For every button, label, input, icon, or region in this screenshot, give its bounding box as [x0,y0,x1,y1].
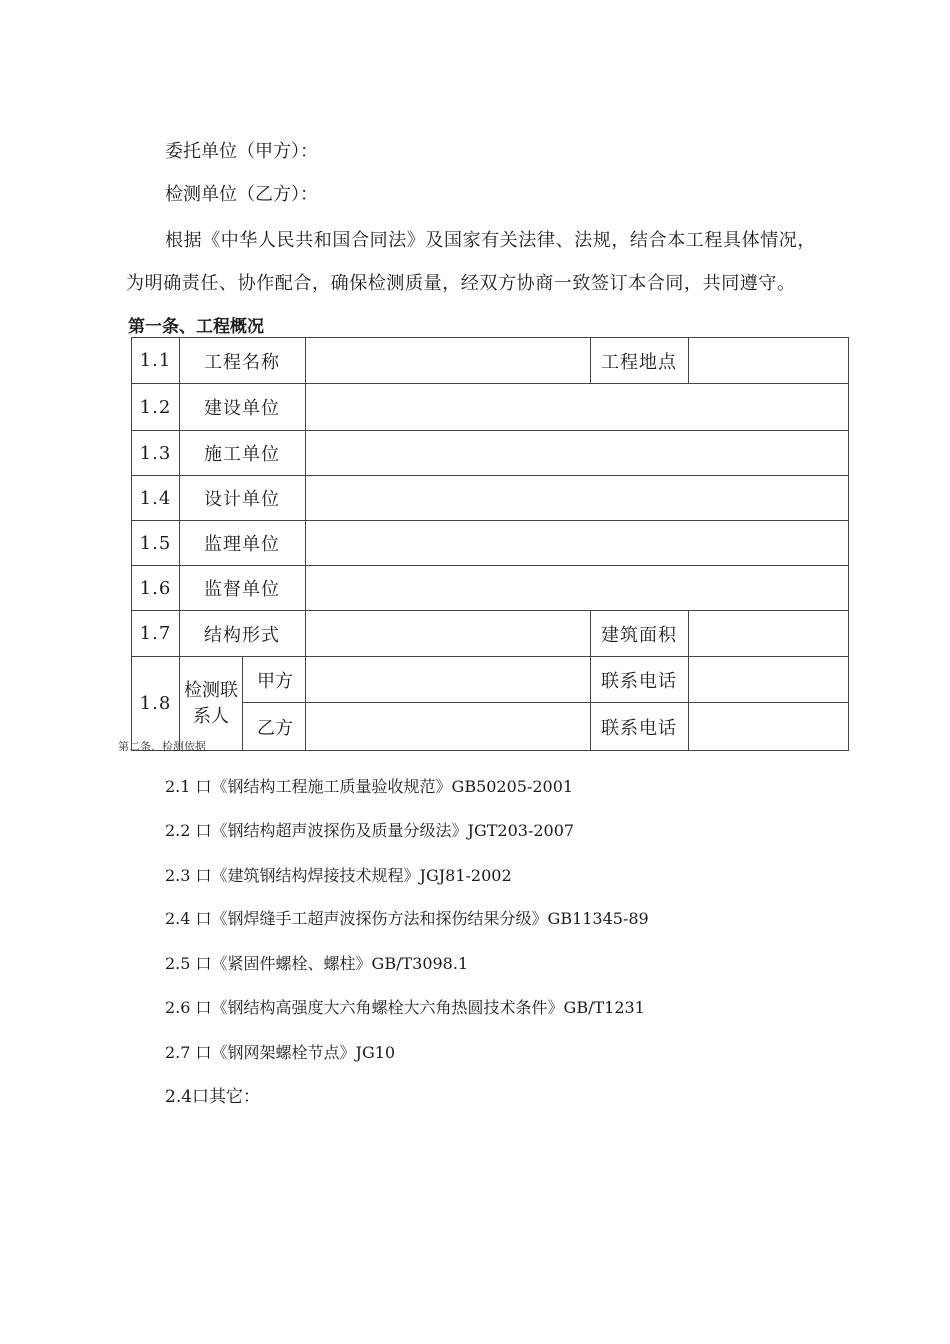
client-field-label: 委托单位（甲方）： [165,141,318,162]
party-b-phone-value[interactable] [689,703,849,751]
test-contact-label-line-1: 检测联 [184,679,238,701]
design-unit-value[interactable] [306,476,849,521]
table-row [132,384,849,431]
contractor-unit-value[interactable] [306,431,849,476]
reference-item: 2.5 口《紧固件螺栓、螺柱》GB/T3098.1 [165,954,469,973]
reference-item: 2.6 口《钢结构高强度大六角螺栓大六角热圆技术条件》GB/T1231 [165,998,645,1017]
supervision-unit-value[interactable] [306,521,849,566]
party-a-phone-value[interactable] [689,657,849,703]
table-row [132,476,849,521]
reference-item-other: 2.4口其它： [165,1087,261,1107]
row-number: 1.4 [132,476,180,521]
intro-paragraph-line-2: 为明确责任、协作配合，确保检测质量，经双方协商一致签订本合同，共同遵守。 [126,273,796,294]
row-number: 1.1 [132,338,180,384]
project-name-value[interactable] [306,338,591,384]
reference-item: 2.1 口《钢结构工程施工质量验收规范》GB50205-2001 [165,777,574,796]
tester-field-label: 检测单位（乙方）： [165,184,318,205]
row-number: 1.2 [132,384,180,431]
project-location-label: 工程地点 [591,338,689,384]
intro-paragraph-line-1: 根据《中华人民共和国合同法》及国家有关法律、法规，结合本工程具体情况， [165,230,816,251]
row-number: 1.6 [132,566,180,611]
reference-item: 2.2 口《钢结构超声波探伤及质量分级法》JGT203-2007 [165,821,575,840]
party-b-label: 乙方 [243,703,306,751]
test-contact-label [180,657,243,751]
reference-item: 2.7 口《钢网架螺栓节点》JG10 [165,1043,396,1062]
section1-title: 第一条、工程概况 [128,317,264,337]
structure-type-value[interactable] [306,611,591,657]
oversight-unit-label: 监督单位 [180,566,306,611]
row-number: 1.5 [132,521,180,566]
design-unit-label: 设计单位 [180,476,306,521]
party-a-phone-label: 联系电话 [591,657,689,703]
construction-unit-value[interactable] [306,384,849,431]
project-location-value[interactable] [689,338,849,384]
row-number: 1.7 [132,611,180,657]
row-number: 1.3 [132,431,180,476]
table-row [132,657,849,703]
reference-item: 2.4 口《钢焊缝手工超声波探伤方法和探伤结果分级》GB11345-89 [165,909,649,928]
structure-type-label: 结构形式 [180,611,306,657]
contractor-unit-label: 施工单位 [180,431,306,476]
supervision-unit-label: 监理单位 [180,521,306,566]
reference-item: 2.3 口《建筑钢结构焊接技术规程》JGJ81-2002 [165,866,512,885]
party-a-label: 甲方 [243,657,306,703]
party-a-contact-value[interactable] [306,657,591,703]
construction-unit-label: 建设单位 [180,384,306,431]
party-b-phone-label: 联系电话 [591,703,689,751]
project-overview-table [131,337,849,751]
building-area-value[interactable] [689,611,849,657]
building-area-label: 建筑面积 [591,611,689,657]
oversight-unit-value[interactable] [306,566,849,611]
table-row [132,566,849,611]
project-name-label: 工程名称 [180,338,306,384]
section2-title: 第二条、检测依据 [118,740,206,753]
party-b-contact-value[interactable] [306,703,591,751]
row-number: 1.8 [132,657,180,751]
table-row [132,338,849,384]
table-row [132,611,849,657]
table-row [132,431,849,476]
table-row [132,521,849,566]
test-contact-label-line-2: 系人 [193,705,229,727]
